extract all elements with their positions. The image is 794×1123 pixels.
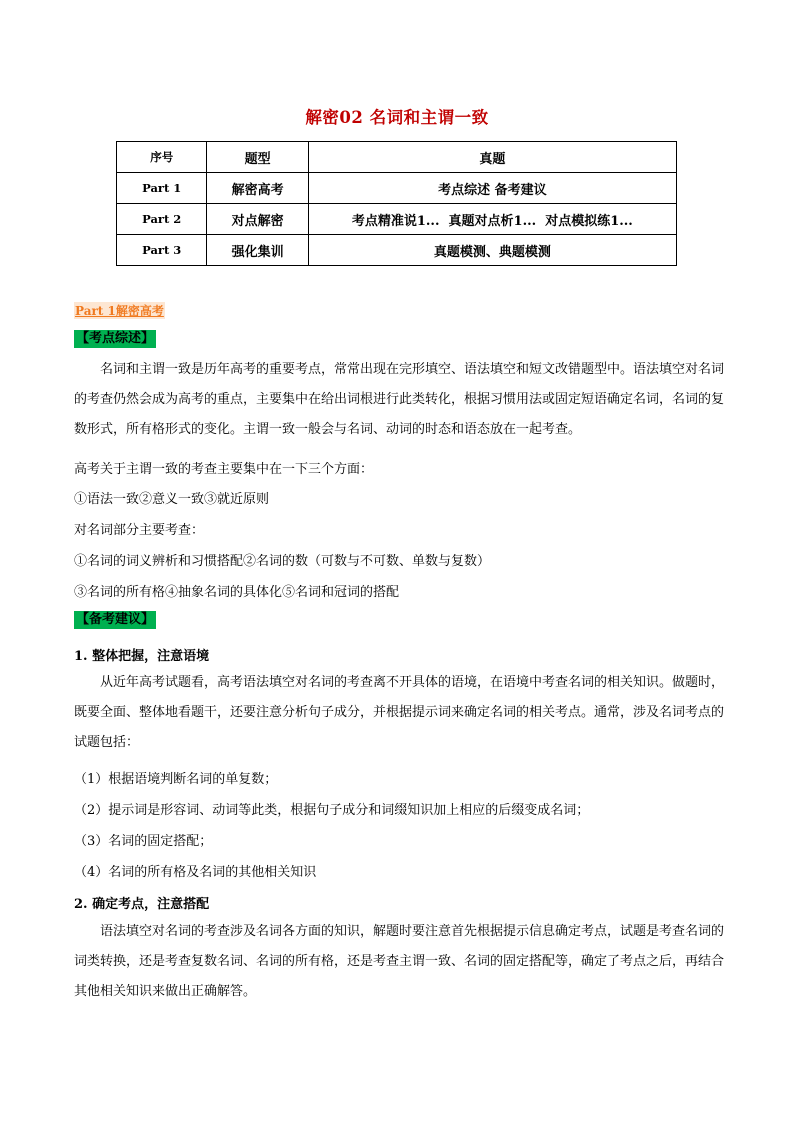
type-cell: 解密高考 <box>207 173 308 204</box>
overview-line: ①名词的词义辨析和习惯搭配②名词的数（可数与不可数、单数与复数） <box>74 554 491 569</box>
contents-table <box>116 141 677 266</box>
document-title: 解密02 名词和主谓一致 <box>305 108 489 127</box>
point1-item: （1）根据语境判断名词的单复数； <box>74 772 278 787</box>
part1-heading: Part 1解密高考 <box>75 304 164 318</box>
part-cell: Part 2 <box>117 204 207 235</box>
header-cell: 题型 <box>207 142 308 173</box>
point1-item: （3）名词的固定搭配； <box>74 834 213 849</box>
content-cell: 考点精准说1... 真题对点析1... 对点模拟练1... <box>308 204 676 235</box>
point2-title: 2. 确定考点，注意搭配 <box>74 897 210 912</box>
section-tag-suggestions: 【备考建议】 <box>76 612 155 627</box>
section-tag-overview: 【考点综述】 <box>76 331 155 346</box>
overview-paragraph <box>74 355 724 445</box>
overview-line: ③名词的所有格④抽象名词的具体化⑤名词和冠词的搭配 <box>74 585 400 600</box>
overview-line: 高考关于主谓一致的考查主要集中在一下三个方面： <box>74 462 374 477</box>
point1-title: 1. 整体把握，注意语境 <box>74 649 210 664</box>
type-cell: 对点解密 <box>207 204 308 235</box>
header-cell: 真题 <box>308 142 676 173</box>
table-header-row <box>117 142 677 173</box>
table-row <box>117 173 677 204</box>
overview-line: ①语法一致②意义一致③就近原则 <box>74 492 270 507</box>
header-cell: 序号 <box>117 142 207 173</box>
point2-text: 语法填空对名词的考查涉及名词各方面的知识，解题时要注意首先根据提示信息确定考点，试题是考查名词的词类转换，还是考查复数名词、名词的所有格，还是考查主谓一致、名词的固定搭配等，确定了考点之后，再结合其他相关知识来做出正确解答。 <box>74 924 725 999</box>
point1-item: （4）名词的所有格及名词的其他相关知识 <box>74 865 317 880</box>
overview-line: 对名词部分主要考查： <box>74 523 205 538</box>
type-cell: 强化集训 <box>207 235 308 266</box>
point1-paragraph <box>74 668 724 758</box>
point1-text: 从近年高考试题看，高考语法填空对名词的考查离不开具体的语境，在语境中考查名词的相关知识。做题时，既要全面、整体地看题干，还要注意分析句子成分，并根据提示词来确定名词的相关考点。通常，涉及名词考点的试题包括： <box>74 675 725 750</box>
content-cell: 考点综述 备考建议 <box>308 173 676 204</box>
content-cell: 真题模测、典题模测 <box>308 235 676 266</box>
overview-text: 名词和主谓一致是历年高考的重要考点，常常出现在完形填空、语法填空和短文改错题型中。语法填空对名词的考查仍然会成为高考的重点，主要集中在给出词根进行此类转化，根据习惯用法或固定短语确定名词，名词的复数形式，所有格形式的变化。主谓一致一般会与名词、动词的时态和语态放在一起考查。 <box>74 362 725 437</box>
point1-item: （2）提示词是形容词、动词等此类，根据句子成分和词缀知识加上相应的后缀变成名词； <box>74 803 590 818</box>
part-cell: Part 1 <box>117 173 207 204</box>
table-row <box>117 204 677 235</box>
part-cell: Part 3 <box>117 235 207 266</box>
table-row <box>117 235 677 266</box>
point2-paragraph <box>74 917 724 1007</box>
